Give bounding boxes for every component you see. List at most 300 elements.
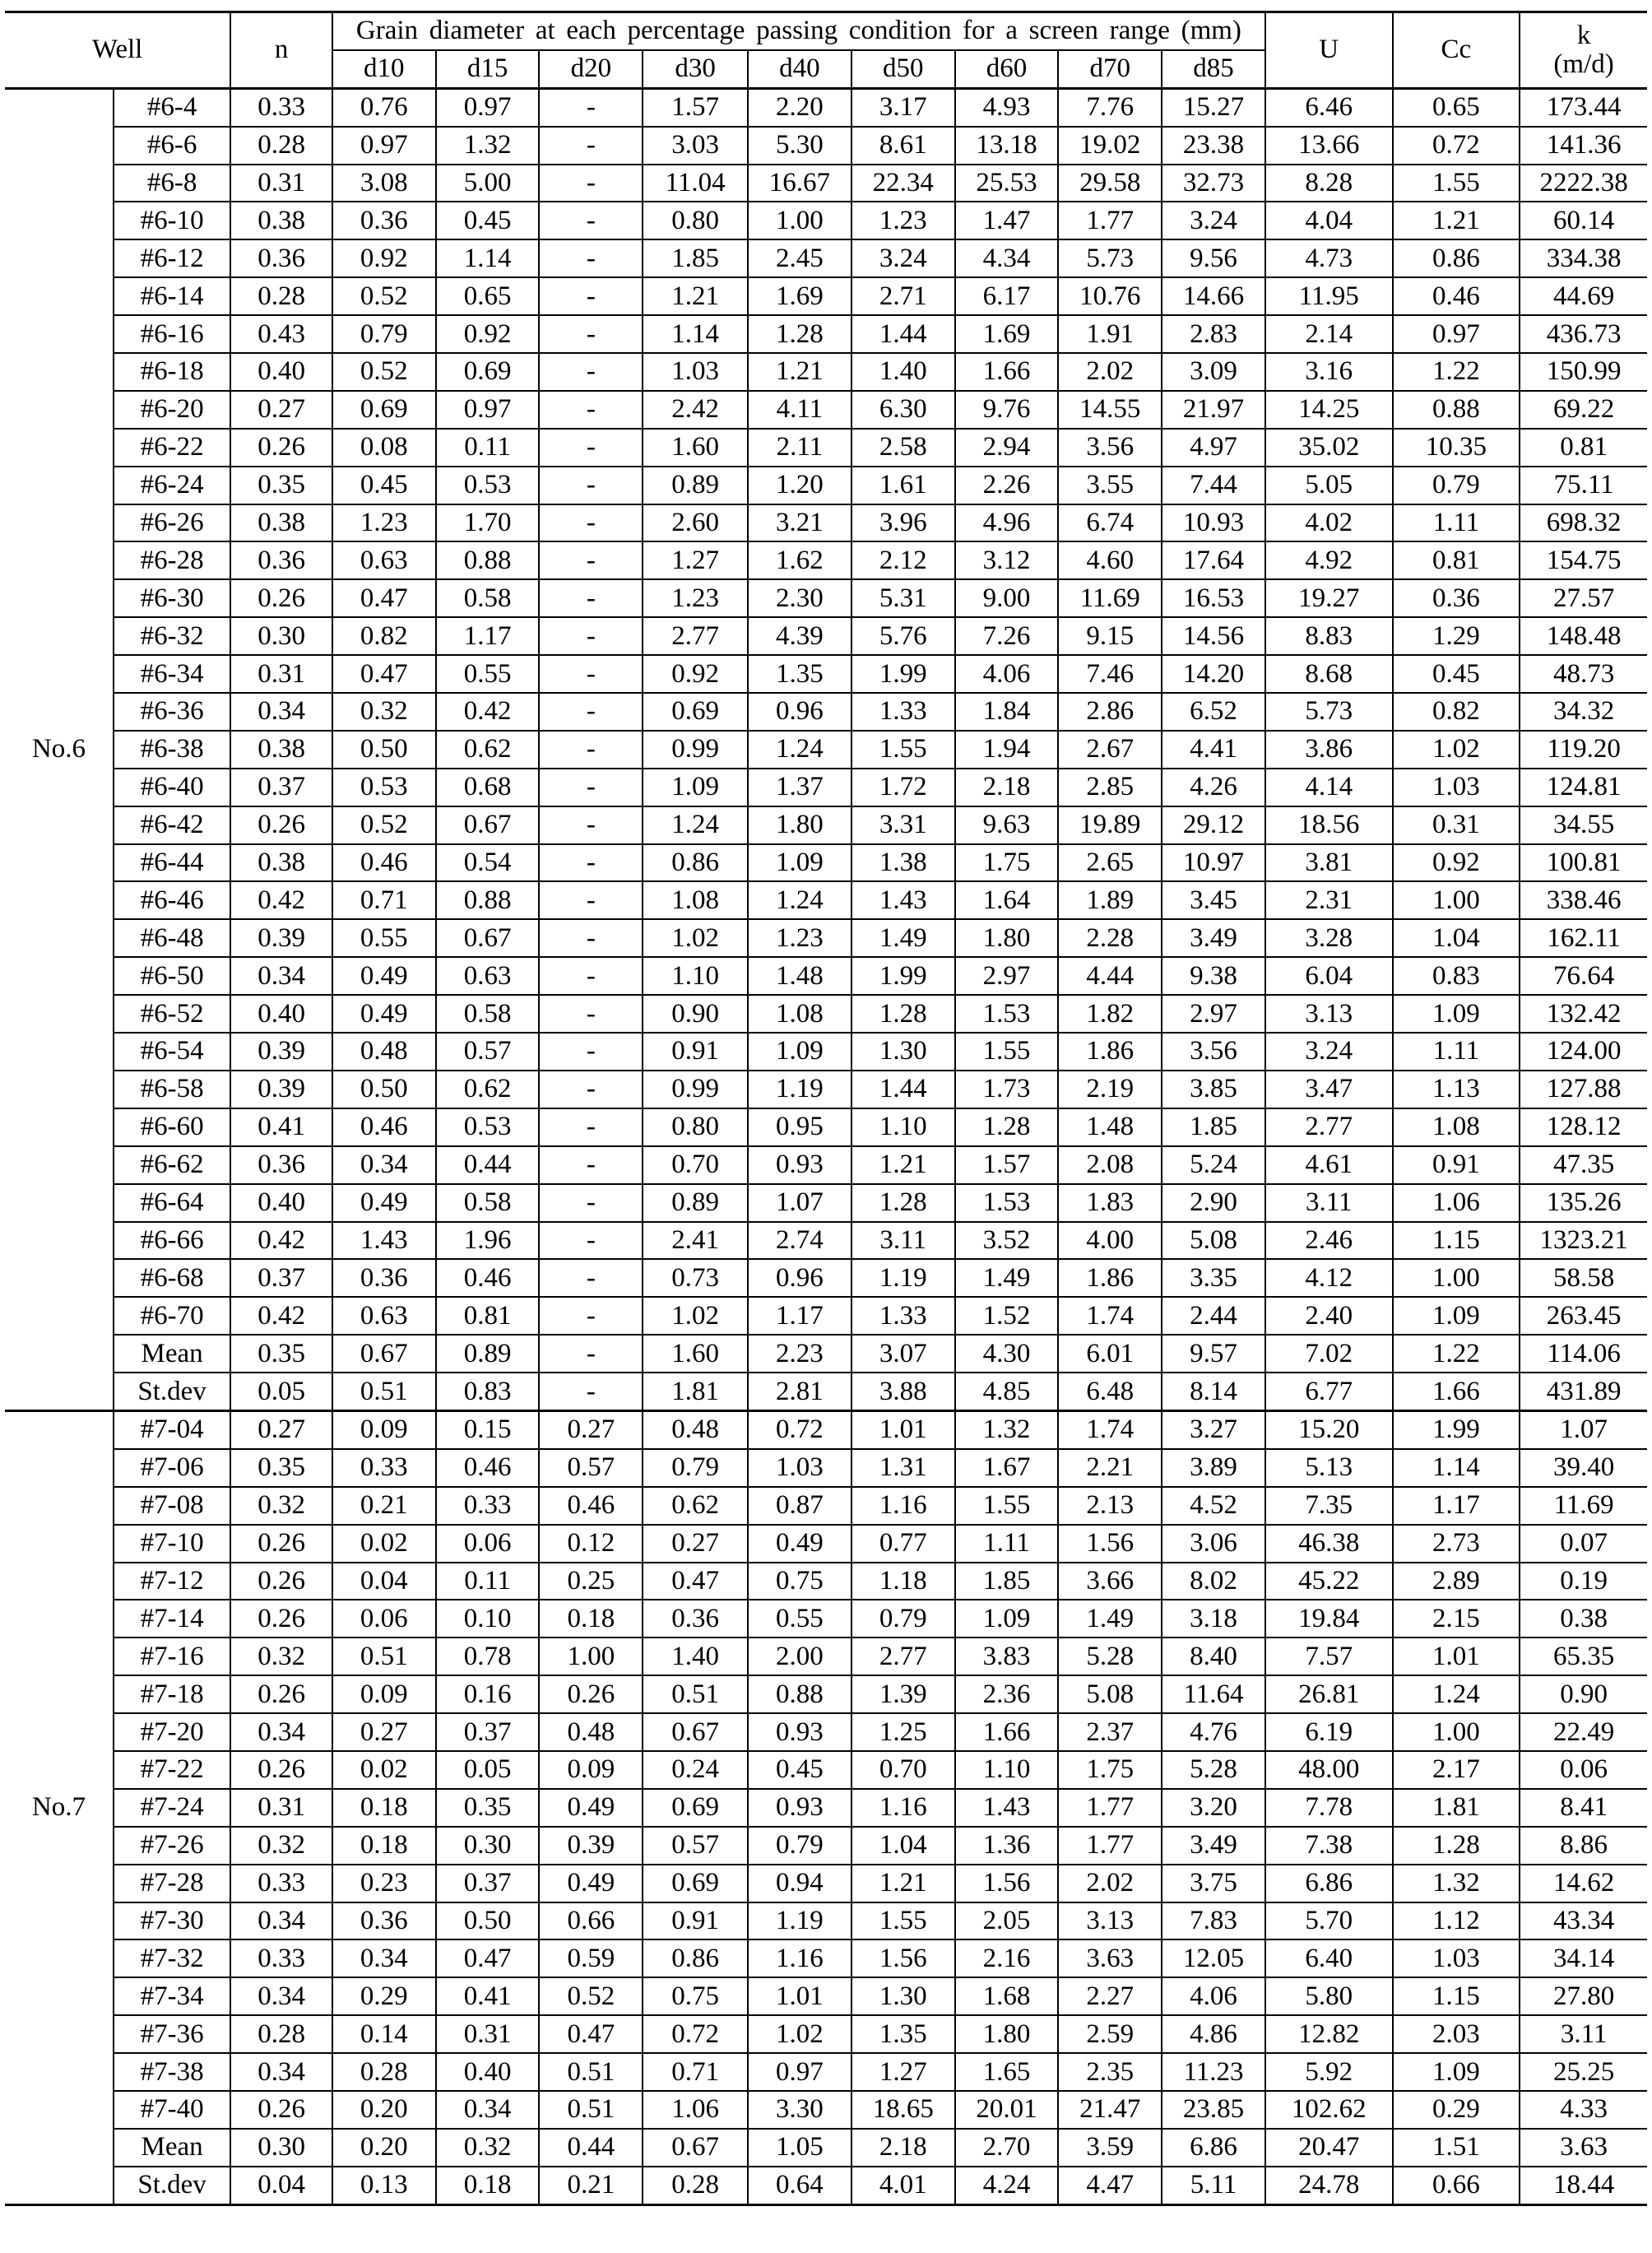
- value-cell: 1.57: [643, 88, 748, 126]
- value-cell: 1.04: [852, 1827, 955, 1865]
- value-cell: 0.18: [539, 1600, 643, 1637]
- table-row: [5, 165, 1647, 202]
- table-row: [5, 277, 1647, 315]
- value-cell: 0.04: [332, 1563, 436, 1600]
- value-cell: 15.20: [1265, 1410, 1393, 1448]
- value-cell: 0.34: [230, 1902, 332, 1940]
- value-cell: 0.15: [436, 1410, 540, 1448]
- value-cell: 58.58: [1520, 1259, 1647, 1297]
- value-cell: 0.38: [230, 844, 332, 882]
- value-cell: 5.30: [748, 127, 852, 165]
- value-cell: 1.85: [1162, 1108, 1265, 1146]
- value-cell: 1.24: [748, 881, 852, 919]
- value-cell: -: [539, 429, 643, 467]
- value-cell: 0.49: [539, 1865, 643, 1902]
- table-row: [5, 1410, 1647, 1448]
- value-cell: 1.55: [955, 1487, 1059, 1525]
- value-cell: 1.33: [852, 1297, 955, 1335]
- value-cell: 32.73: [1162, 165, 1265, 202]
- value-cell: 1.69: [955, 315, 1059, 353]
- value-cell: 1.85: [955, 1563, 1059, 1600]
- value-cell: 5.31: [852, 579, 955, 617]
- value-cell: 2.71: [852, 277, 955, 315]
- value-cell: 0.36: [332, 1259, 436, 1297]
- value-cell: 0.38: [1520, 1600, 1647, 1637]
- header-d70: d70: [1058, 50, 1162, 88]
- value-cell: 0.99: [643, 1071, 748, 1108]
- well-id-cell: #6-8: [114, 165, 230, 202]
- value-cell: 2.41: [643, 1222, 748, 1260]
- value-cell: 18.56: [1265, 806, 1393, 844]
- value-cell: 3.35: [1162, 1259, 1265, 1297]
- value-cell: 3.18: [1162, 1600, 1265, 1637]
- value-cell: 0.34: [230, 693, 332, 731]
- value-cell: 47.35: [1520, 1146, 1647, 1184]
- value-cell: 0.67: [436, 919, 540, 957]
- value-cell: 1.17: [748, 1297, 852, 1335]
- value-cell: 8.14: [1162, 1373, 1265, 1410]
- value-cell: 7.38: [1265, 1827, 1393, 1865]
- value-cell: 0.26: [230, 1525, 332, 1563]
- value-cell: 2.97: [955, 957, 1059, 995]
- value-cell: 0.82: [1393, 693, 1520, 731]
- value-cell: 3.56: [1058, 429, 1162, 467]
- value-cell: 1.09: [1393, 2053, 1520, 2091]
- value-cell: 4.01: [852, 2167, 955, 2204]
- value-cell: 65.35: [1520, 1637, 1647, 1675]
- value-cell: 4.86: [1162, 2015, 1265, 2053]
- value-cell: 2.86: [1058, 693, 1162, 731]
- value-cell: 1.94: [955, 731, 1059, 769]
- value-cell: 1.33: [852, 693, 955, 731]
- well-id-cell: #6-52: [114, 995, 230, 1033]
- value-cell: 0.63: [332, 1297, 436, 1335]
- value-cell: 0.93: [748, 1789, 852, 1827]
- value-cell: 7.26: [955, 617, 1059, 655]
- value-cell: -: [539, 1297, 643, 1335]
- header-cc: Cc: [1393, 12, 1520, 89]
- value-cell: 1.17: [1393, 1487, 1520, 1525]
- table-row: [5, 504, 1647, 542]
- value-cell: 1.66: [955, 353, 1059, 391]
- value-cell: 0.39: [230, 919, 332, 957]
- value-cell: 1.06: [1393, 1184, 1520, 1222]
- value-cell: 1.70: [436, 504, 540, 542]
- value-cell: 3.49: [1162, 919, 1265, 957]
- value-cell: 4.00: [1058, 1222, 1162, 1260]
- well-id-cell: #6-54: [114, 1033, 230, 1071]
- value-cell: 5.73: [1058, 239, 1162, 277]
- value-cell: 0.44: [436, 1146, 540, 1184]
- value-cell: 0.69: [643, 1789, 748, 1827]
- value-cell: 4.44: [1058, 957, 1162, 995]
- table-row: [5, 1184, 1647, 1222]
- value-cell: 0.05: [230, 1373, 332, 1410]
- value-cell: -: [539, 655, 643, 693]
- value-cell: 2.13: [1058, 1487, 1162, 1525]
- value-cell: 13.66: [1265, 127, 1393, 165]
- value-cell: 0.26: [539, 1675, 643, 1713]
- value-cell: 0.58: [436, 995, 540, 1033]
- value-cell: 1.09: [748, 1033, 852, 1071]
- value-cell: 0.66: [1393, 2167, 1520, 2204]
- value-cell: 0.49: [332, 1184, 436, 1222]
- value-cell: 2.46: [1265, 1222, 1393, 1260]
- value-cell: 1.32: [436, 127, 540, 165]
- value-cell: 9.56: [1162, 239, 1265, 277]
- value-cell: 0.45: [332, 467, 436, 504]
- value-cell: 2.15: [1393, 1600, 1520, 1637]
- value-cell: 1.83: [1058, 1184, 1162, 1222]
- value-cell: 1.60: [643, 1335, 748, 1373]
- value-cell: 1.22: [1393, 353, 1520, 391]
- value-cell: 0.35: [230, 1335, 332, 1373]
- table-row: [5, 467, 1647, 504]
- value-cell: 0.09: [332, 1410, 436, 1448]
- value-cell: 2.90: [1162, 1184, 1265, 1222]
- value-cell: -: [539, 1033, 643, 1071]
- value-cell: 1.86: [1058, 1259, 1162, 1297]
- value-cell: 29.12: [1162, 806, 1265, 844]
- value-cell: 1.10: [643, 957, 748, 995]
- value-cell: 1.99: [1393, 1410, 1520, 1448]
- value-cell: 1.61: [852, 467, 955, 504]
- value-cell: 0.92: [332, 239, 436, 277]
- value-cell: -: [539, 277, 643, 315]
- value-cell: 9.63: [955, 806, 1059, 844]
- value-cell: 0.31: [230, 1789, 332, 1827]
- value-cell: 20.01: [955, 2091, 1059, 2129]
- value-cell: 0.97: [436, 391, 540, 429]
- value-cell: 0.43: [230, 315, 332, 353]
- value-cell: 1.02: [643, 1297, 748, 1335]
- value-cell: 1.15: [1393, 1977, 1520, 2015]
- value-cell: 1.14: [436, 239, 540, 277]
- value-cell: 0.75: [643, 1977, 748, 2015]
- well-id-cell: #6-12: [114, 239, 230, 277]
- well-id-cell: #6-58: [114, 1071, 230, 1108]
- value-cell: 3.17: [852, 88, 955, 126]
- well-id-cell: #7-18: [114, 1675, 230, 1713]
- value-cell: 10.35: [1393, 429, 1520, 467]
- value-cell: 19.02: [1058, 127, 1162, 165]
- well-id-cell: #7-34: [114, 1977, 230, 2015]
- value-cell: -: [539, 995, 643, 1033]
- value-cell: 2.89: [1393, 1563, 1520, 1600]
- value-cell: 0.50: [436, 1902, 540, 1940]
- value-cell: -: [539, 1373, 643, 1410]
- value-cell: 9.57: [1162, 1335, 1265, 1373]
- value-cell: 0.14: [332, 2015, 436, 2053]
- well-id-cell: #6-16: [114, 315, 230, 353]
- value-cell: 5.11: [1162, 2167, 1265, 2204]
- value-cell: 1.36: [955, 1827, 1059, 1865]
- value-cell: 0.55: [332, 919, 436, 957]
- value-cell: 0.65: [1393, 88, 1520, 126]
- table-row: [5, 2091, 1647, 2129]
- value-cell: 8.86: [1520, 1827, 1647, 1865]
- value-cell: 2.11: [748, 429, 852, 467]
- value-cell: 0.35: [230, 467, 332, 504]
- value-cell: 1.00: [1393, 1713, 1520, 1751]
- value-cell: 27.57: [1520, 579, 1647, 617]
- value-cell: 1.27: [852, 2053, 955, 2091]
- value-cell: 0.92: [436, 315, 540, 353]
- value-cell: 0.36: [230, 1146, 332, 1184]
- value-cell: 0.05: [436, 1751, 540, 1789]
- value-cell: 1.65: [955, 2053, 1059, 2091]
- value-cell: 1.99: [852, 655, 955, 693]
- value-cell: 0.37: [230, 769, 332, 806]
- value-cell: 102.62: [1265, 2091, 1393, 2129]
- value-cell: 0.73: [643, 1259, 748, 1297]
- value-cell: 0.40: [230, 995, 332, 1033]
- value-cell: 2.40: [1265, 1297, 1393, 1335]
- value-cell: 24.78: [1265, 2167, 1393, 2204]
- value-cell: 0.28: [230, 2015, 332, 2053]
- value-cell: 0.55: [436, 655, 540, 693]
- value-cell: 1.22: [1393, 1335, 1520, 1373]
- value-cell: 25.25: [1520, 2053, 1647, 2091]
- value-cell: 1.23: [748, 919, 852, 957]
- table-row: [5, 617, 1647, 655]
- value-cell: 2.19: [1058, 1071, 1162, 1108]
- value-cell: 0.53: [332, 769, 436, 806]
- value-cell: 0.52: [332, 806, 436, 844]
- value-cell: 2.02: [1058, 353, 1162, 391]
- well-id-cell: #6-60: [114, 1108, 230, 1146]
- value-cell: 114.06: [1520, 1335, 1647, 1373]
- value-cell: 1.48: [748, 957, 852, 995]
- value-cell: 7.57: [1265, 1637, 1393, 1675]
- value-cell: 0.06: [332, 1600, 436, 1637]
- value-cell: 6.77: [1265, 1373, 1393, 1410]
- value-cell: 14.62: [1520, 1865, 1647, 1902]
- value-cell: 0.38: [230, 731, 332, 769]
- value-cell: 21.97: [1162, 391, 1265, 429]
- value-cell: 1.55: [852, 731, 955, 769]
- value-cell: 162.11: [1520, 919, 1647, 957]
- table-header: [5, 12, 1647, 89]
- value-cell: 1.77: [1058, 1789, 1162, 1827]
- value-cell: 9.00: [955, 579, 1059, 617]
- value-cell: 1.85: [643, 239, 748, 277]
- value-cell: 0.62: [436, 1071, 540, 1108]
- value-cell: 0.83: [436, 1373, 540, 1410]
- value-cell: 6.04: [1265, 957, 1393, 995]
- value-cell: 1.30: [852, 1977, 955, 2015]
- value-cell: 5.00: [436, 165, 540, 202]
- value-cell: 2.27: [1058, 1977, 1162, 2015]
- value-cell: 22.49: [1520, 1713, 1647, 1751]
- value-cell: 0.55: [748, 1600, 852, 1637]
- value-cell: 3.55: [1058, 467, 1162, 504]
- value-cell: 1.75: [955, 844, 1059, 882]
- value-cell: 0.52: [332, 277, 436, 315]
- value-cell: 0.87: [748, 1487, 852, 1525]
- value-cell: 1.24: [643, 806, 748, 844]
- value-cell: 0.69: [643, 1865, 748, 1902]
- value-cell: 0.46: [436, 1259, 540, 1297]
- value-cell: 0.41: [230, 1108, 332, 1146]
- value-cell: -: [539, 1184, 643, 1222]
- well-id-cell: #6-6: [114, 127, 230, 165]
- value-cell: 0.90: [1520, 1675, 1647, 1713]
- table-row: [5, 315, 1647, 353]
- value-cell: 0.31: [230, 165, 332, 202]
- well-id-cell: #6-4: [114, 88, 230, 126]
- table-row: [5, 957, 1647, 995]
- value-cell: 1.73: [955, 1071, 1059, 1108]
- value-cell: 0.93: [748, 1146, 852, 1184]
- value-cell: 0.50: [332, 731, 436, 769]
- value-cell: 14.66: [1162, 277, 1265, 315]
- value-cell: 3.52: [955, 1222, 1059, 1260]
- value-cell: 0.95: [748, 1108, 852, 1146]
- value-cell: 3.24: [852, 239, 955, 277]
- value-cell: 0.26: [230, 1600, 332, 1637]
- value-cell: 0.13: [332, 2167, 436, 2204]
- value-cell: 0.21: [332, 1487, 436, 1525]
- value-cell: 39.40: [1520, 1449, 1647, 1487]
- value-cell: 0.48: [539, 1713, 643, 1751]
- value-cell: -: [539, 315, 643, 353]
- value-cell: 2.03: [1393, 2015, 1520, 2053]
- value-cell: 3.56: [1162, 1033, 1265, 1071]
- value-cell: 0.40: [230, 353, 332, 391]
- value-cell: 4.30: [955, 1335, 1059, 1373]
- value-cell: 0.89: [643, 1184, 748, 1222]
- value-cell: 14.20: [1162, 655, 1265, 693]
- header-d15: d15: [436, 50, 540, 88]
- well-id-cell: #7-36: [114, 2015, 230, 2053]
- value-cell: 1.44: [852, 315, 955, 353]
- header-u: U: [1265, 12, 1393, 89]
- value-cell: 0.53: [436, 1108, 540, 1146]
- value-cell: 2.81: [748, 1373, 852, 1410]
- well-id-cell: #6-36: [114, 693, 230, 731]
- value-cell: 3.13: [1265, 995, 1393, 1033]
- value-cell: 0.67: [643, 2129, 748, 2167]
- value-cell: 2.74: [748, 1222, 852, 1260]
- table-row: [5, 2129, 1647, 2167]
- value-cell: 1.49: [1058, 1600, 1162, 1637]
- header-d10: d10: [332, 50, 436, 88]
- value-cell: 1.00: [1393, 1259, 1520, 1297]
- value-cell: 1.00: [539, 1637, 643, 1675]
- value-cell: 0.88: [436, 541, 540, 579]
- value-cell: 0.02: [332, 1525, 436, 1563]
- value-cell: -: [539, 844, 643, 882]
- well-group-label: No.7: [5, 1410, 114, 2204]
- value-cell: 0.89: [436, 1335, 540, 1373]
- value-cell: 5.92: [1265, 2053, 1393, 2091]
- value-cell: 0.44: [539, 2129, 643, 2167]
- value-cell: 1.38: [852, 844, 955, 882]
- value-cell: 4.61: [1265, 1146, 1393, 1184]
- value-cell: 0.91: [643, 1902, 748, 1940]
- value-cell: 0.20: [332, 2129, 436, 2167]
- value-cell: 7.78: [1265, 1789, 1393, 1827]
- value-cell: 45.22: [1265, 1563, 1393, 1600]
- value-cell: 1.43: [852, 881, 955, 919]
- well-id-cell: Mean: [114, 1335, 230, 1373]
- value-cell: 2.67: [1058, 731, 1162, 769]
- value-cell: 4.93: [955, 88, 1059, 126]
- value-cell: 1.03: [1393, 769, 1520, 806]
- value-cell: 7.46: [1058, 655, 1162, 693]
- value-cell: 0.45: [1393, 655, 1520, 693]
- value-cell: -: [539, 1108, 643, 1146]
- value-cell: -: [539, 617, 643, 655]
- value-cell: 4.39: [748, 617, 852, 655]
- table-row: [5, 1977, 1647, 2015]
- well-id-cell: #6-24: [114, 467, 230, 504]
- value-cell: 34.14: [1520, 1939, 1647, 1977]
- value-cell: 132.42: [1520, 995, 1647, 1033]
- table-row: [5, 731, 1647, 769]
- value-cell: 0.48: [332, 1033, 436, 1071]
- value-cell: 148.48: [1520, 617, 1647, 655]
- value-cell: 6.01: [1058, 1335, 1162, 1373]
- value-cell: 2.60: [643, 504, 748, 542]
- value-cell: 26.81: [1265, 1675, 1393, 1713]
- value-cell: 1.35: [852, 2015, 955, 2053]
- value-cell: 5.28: [1058, 1637, 1162, 1675]
- value-cell: 0.18: [436, 2167, 540, 2204]
- value-cell: 1.84: [955, 693, 1059, 731]
- value-cell: 0.51: [332, 1373, 436, 1410]
- value-cell: 0.67: [332, 1335, 436, 1373]
- value-cell: 0.79: [1393, 467, 1520, 504]
- value-cell: 1.49: [955, 1259, 1059, 1297]
- value-cell: 6.30: [852, 391, 955, 429]
- value-cell: 34.32: [1520, 693, 1647, 731]
- well-id-cell: #6-26: [114, 504, 230, 542]
- value-cell: 0.18: [332, 1789, 436, 1827]
- value-cell: 0.18: [332, 1827, 436, 1865]
- value-cell: 7.83: [1162, 1902, 1265, 1940]
- table-row: [5, 1033, 1647, 1071]
- value-cell: 14.25: [1265, 391, 1393, 429]
- well-id-cell: #6-20: [114, 391, 230, 429]
- value-cell: 1.66: [955, 1713, 1059, 1751]
- value-cell: 0.96: [748, 1259, 852, 1297]
- value-cell: 1.89: [1058, 881, 1162, 919]
- value-cell: 0.36: [643, 1600, 748, 1637]
- table-row: [5, 1297, 1647, 1335]
- value-cell: 0.66: [539, 1902, 643, 1940]
- value-cell: 0.34: [230, 1977, 332, 2015]
- value-cell: 1.96: [436, 1222, 540, 1260]
- value-cell: 2.77: [643, 617, 748, 655]
- value-cell: 0.34: [230, 1713, 332, 1751]
- well-id-cell: #7-26: [114, 1827, 230, 1865]
- value-cell: 18.44: [1520, 2167, 1647, 2204]
- table-row: [5, 655, 1647, 693]
- table-row: [5, 1827, 1647, 1865]
- value-cell: -: [539, 957, 643, 995]
- value-cell: 0.51: [643, 1675, 748, 1713]
- value-cell: -: [539, 806, 643, 844]
- value-cell: 0.70: [852, 1751, 955, 1789]
- value-cell: 100.81: [1520, 844, 1647, 882]
- value-cell: 1.72: [852, 769, 955, 806]
- value-cell: 11.64: [1162, 1675, 1265, 1713]
- value-cell: 0.27: [539, 1410, 643, 1448]
- value-cell: 46.38: [1265, 1525, 1393, 1563]
- value-cell: 2.08: [1058, 1146, 1162, 1184]
